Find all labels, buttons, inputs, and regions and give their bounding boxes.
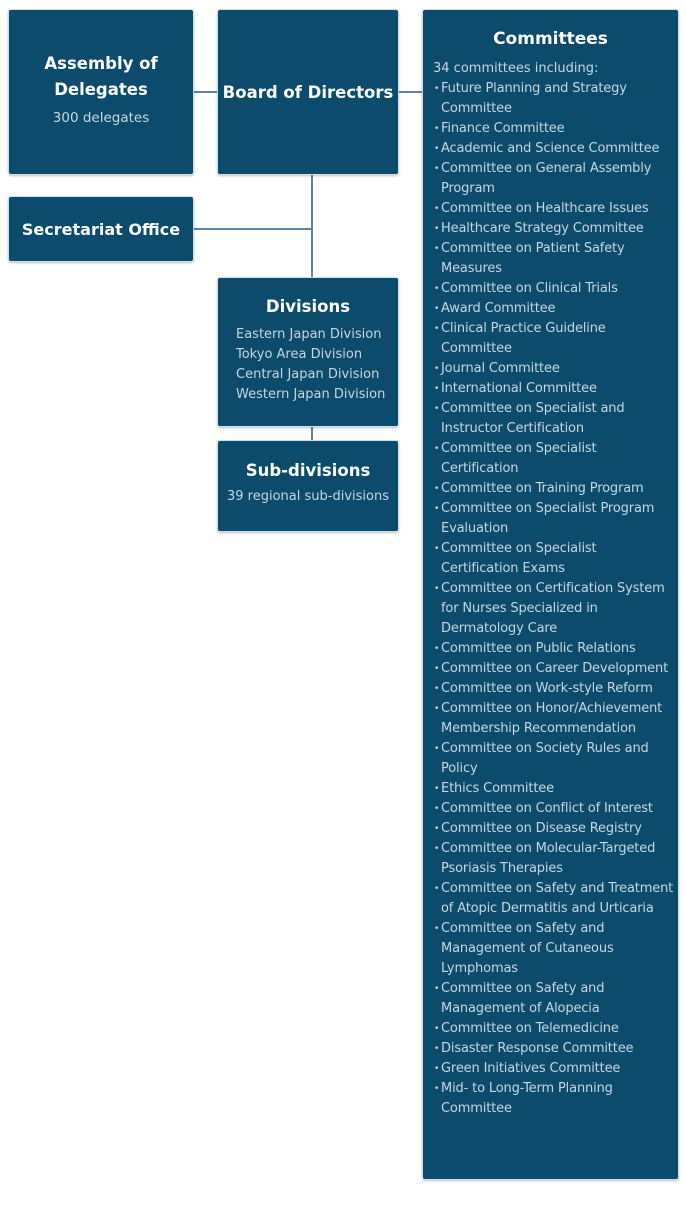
subdivisions-subtitle: 39 regional sub-divisions	[227, 489, 389, 504]
assembly-of-delegates-box	[8, 9, 194, 175]
committee-item: • Committee on Safety and Treatment of Atopic Dermatitis and Urticaria	[423, 879, 678, 919]
secretariat-title: Secretariat Office	[21, 219, 181, 239]
committees-list	[423, 79, 678, 1119]
committee-item: • Committee on Safety and Management of Alopecia	[423, 979, 678, 1019]
board-of-directors-box	[217, 9, 399, 175]
committee-item: • Committee on Healthcare Issues	[423, 199, 678, 219]
committees-intro: 34 committees including:	[433, 61, 599, 76]
division-item: Eastern Japan Division	[236, 327, 382, 342]
connector-assembly-board	[194, 91, 217, 93]
committees-box	[422, 9, 679, 1180]
committee-item: • Committee on General Assembly Program	[423, 159, 678, 199]
committee-item: • Green Initiatives Committee	[423, 1059, 678, 1079]
committee-item: • Committee on Patient Safety Measures	[423, 239, 678, 279]
committee-item: • Committee on Conflict of Interest	[423, 799, 678, 819]
committee-item: • Future Planning and Strategy Committee	[423, 79, 678, 119]
committee-item: • Committee on Specialist Certification	[423, 439, 678, 479]
connector-divisions-subdivisions	[311, 427, 313, 440]
connector-board-committees	[399, 91, 422, 93]
committee-item: • Ethics Committee	[423, 779, 678, 799]
committee-item: • Committee on Work-style Reform	[423, 679, 678, 699]
committee-item: • Committee on Specialist and Instructor Certification	[423, 399, 678, 439]
committee-item: • Committee on Clinical Trials	[423, 279, 678, 299]
connector-board-divisions	[311, 175, 313, 277]
committee-item: • Committee on Disease Registry	[423, 819, 678, 839]
subdivisions-title: Sub-divisions	[245, 461, 371, 480]
sub-divisions-box	[217, 440, 399, 532]
committees-title: Committees	[493, 29, 608, 49]
committee-item: • Academic and Science Committee	[423, 139, 678, 159]
secretariat-office-box	[8, 196, 194, 262]
committee-item: • Disaster Response Committee	[423, 1039, 678, 1059]
committee-item: • Award Committee	[423, 299, 678, 319]
division-item: Central Japan Division	[236, 367, 380, 382]
committee-item: • International Committee	[423, 379, 678, 399]
assembly-title: Assembly of Delegates	[44, 54, 158, 99]
assembly-subtitle: 300 delegates	[52, 110, 150, 126]
committee-item: • Committee on Certification System for Nurses Specialized in Dermatology Care	[423, 579, 678, 639]
committee-item: • Committee on Molecular-Targeted Psoriasis Therapies	[423, 839, 678, 879]
committee-item: • Finance Committee	[423, 119, 678, 139]
division-item: Tokyo Area Division	[236, 347, 363, 362]
committee-item: • Committee on Honor/Achievement Membership Recommendation	[423, 699, 678, 739]
committee-item: • Committee on Training Program	[423, 479, 678, 499]
committee-item: • Healthcare Strategy Committee	[423, 219, 678, 239]
committee-item: • Committee on Career Development	[423, 659, 678, 679]
committee-item: • Journal Committee	[423, 359, 678, 379]
committee-item: • Committee on Safety and Management of Cutaneous Lymphomas	[423, 919, 678, 979]
divisions-box	[217, 277, 399, 427]
divisions-title: Divisions	[265, 297, 351, 316]
committee-item: • Clinical Practice Guideline Committee	[423, 319, 678, 359]
committee-item: • Committee on Public Relations	[423, 639, 678, 659]
committee-item: • Committee on Society Rules and Policy	[423, 739, 678, 779]
division-item: Western Japan Division	[236, 387, 386, 402]
board-title: Board of Directors	[222, 82, 394, 102]
connector-secretariat	[194, 228, 312, 230]
committee-item: • Committee on Telemedicine	[423, 1019, 678, 1039]
committee-item: • Committee on Specialist Certification Exams	[423, 539, 678, 579]
committee-item: • Committee on Specialist Program Evaluation	[423, 499, 678, 539]
divisions-list	[236, 325, 398, 405]
committee-item: • Mid- to Long-Term Planning Committee	[423, 1079, 678, 1119]
